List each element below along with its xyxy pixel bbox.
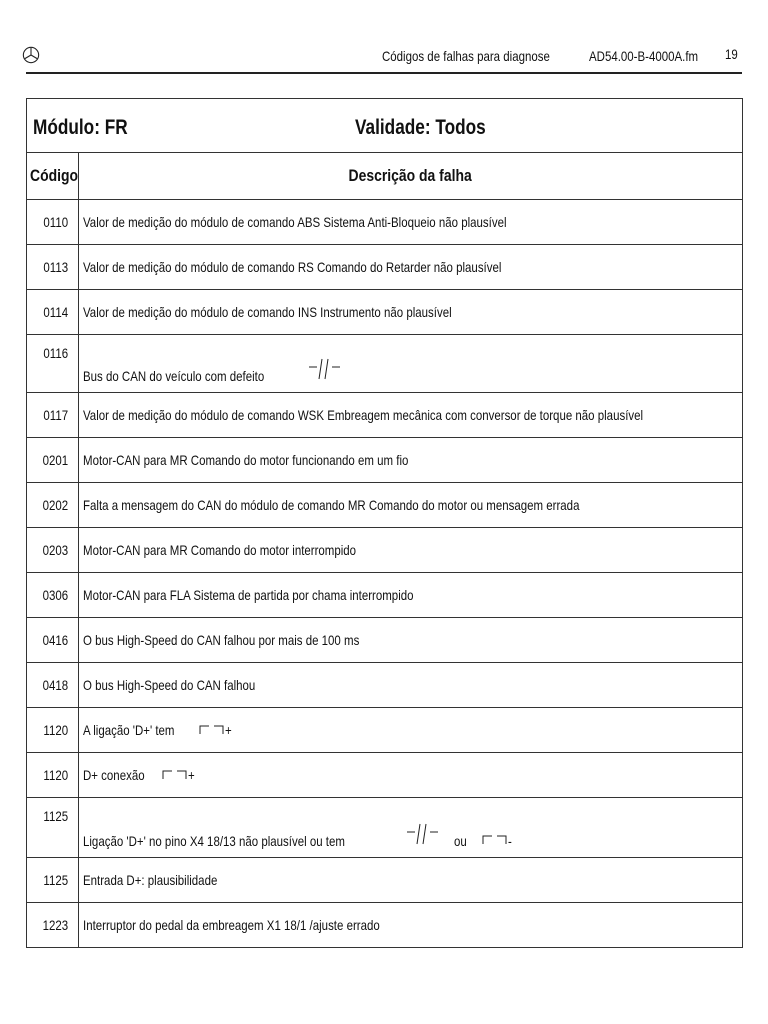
fault-description: Bus do CAN do veículo com defeito: [79, 335, 743, 393]
table-row: [27, 753, 743, 798]
page-header: [0, 0, 768, 80]
table-row: [27, 708, 743, 753]
fault-code: 1125: [27, 798, 79, 858]
column-header-row: [27, 153, 743, 200]
fault-code: 1125: [27, 858, 79, 903]
fault-code: 0117: [27, 393, 79, 438]
table-row: [27, 798, 743, 858]
fault-description: D+ conexão +: [79, 753, 743, 798]
column-header-code: Código: [27, 153, 79, 200]
fault-code: 0418: [27, 663, 79, 708]
fault-description: Interruptor do pedal da embreagem X1 18/1 /ajuste errado: [79, 903, 743, 948]
fault-description: A ligação 'D+' tem +: [79, 708, 743, 753]
fault-description: Motor-CAN para MR Comando do motor funcionando em um fio: [79, 438, 743, 483]
fault-description: Valor de medição do módulo de comando INS Instrumento não plausível: [79, 290, 743, 335]
table-row: [27, 483, 743, 528]
module-label: Módulo: FR: [33, 115, 128, 139]
fault-code: 0114: [27, 290, 79, 335]
fault-description: O bus High-Speed do CAN falhou: [79, 663, 743, 708]
fault-description: Motor-CAN para FLA Sistema de partida por chama interrompido: [79, 573, 743, 618]
fault-code: 0202: [27, 483, 79, 528]
fault-code: 0416: [27, 618, 79, 663]
fault-description: Ligação 'D+' no pino X4 18/13 não plausível ou tem ou -: [79, 798, 743, 858]
fault-code: 0116: [27, 335, 79, 393]
table-row: [27, 573, 743, 618]
fault-description: O bus High-Speed do CAN falhou por mais de 100 ms: [79, 618, 743, 663]
table-row: [27, 200, 743, 245]
fault-description: Falta a mensagem do CAN do módulo de comando MR Comando do motor ou mensagem errada: [79, 483, 743, 528]
open-circuit-symbol: [406, 822, 440, 849]
table-row: [27, 290, 743, 335]
fault-description: Valor de medição do módulo de comando ABS Sistema Anti-Bloqueio não plausível: [79, 200, 743, 245]
fault-code: 1120: [27, 753, 79, 798]
table-row: [27, 618, 743, 663]
fault-code: 0203: [27, 528, 79, 573]
symbol-suffix: -: [507, 832, 512, 849]
fault-code: 0113: [27, 245, 79, 290]
short-to-positive-symbol: [199, 722, 227, 739]
open-circuit-symbol: [308, 357, 342, 384]
symbol-suffix: +: [188, 767, 195, 783]
table-title-row: [27, 99, 743, 153]
fault-code: 0110: [27, 200, 79, 245]
short-to-ground-symbol: [482, 832, 510, 849]
page-number: 19: [725, 46, 738, 62]
document-title: Códigos de falhas para diagnose: [382, 48, 550, 64]
fault-description: Motor-CAN para MR Comando do motor interrompido: [79, 528, 743, 573]
mercedes-star-icon: [22, 46, 40, 64]
fault-code: 0306: [27, 573, 79, 618]
table-row: [27, 903, 743, 948]
column-header-description: Descrição da falha: [79, 153, 743, 200]
fault-code: 1223: [27, 903, 79, 948]
document-file-name: AD54.00-B-4000A.fm: [589, 48, 699, 64]
conjunction-text: ou: [454, 832, 468, 849]
table-row: [27, 393, 743, 438]
table-row: [27, 438, 743, 483]
symbol-suffix: +: [224, 722, 232, 738]
fault-description: Valor de medição do módulo de comando RS Comando do Retarder não plausível: [79, 245, 743, 290]
fault-code: 1120: [27, 708, 79, 753]
fault-description: Valor de medição do módulo de comando WSK Embreagem mecânica com conversor de torque não plausível: [79, 393, 743, 438]
table-row: [27, 528, 743, 573]
short-to-positive-symbol: [162, 767, 190, 784]
fault-code: 0201: [27, 438, 79, 483]
fault-code-table: [26, 98, 743, 948]
table-row: [27, 335, 743, 393]
table-row: [27, 245, 743, 290]
validity-label: Validade: Todos: [355, 115, 486, 139]
table-row: [27, 858, 743, 903]
header-divider: [26, 72, 742, 74]
fault-description: Entrada D+: plausibilidade: [79, 858, 743, 903]
table-row: [27, 663, 743, 708]
